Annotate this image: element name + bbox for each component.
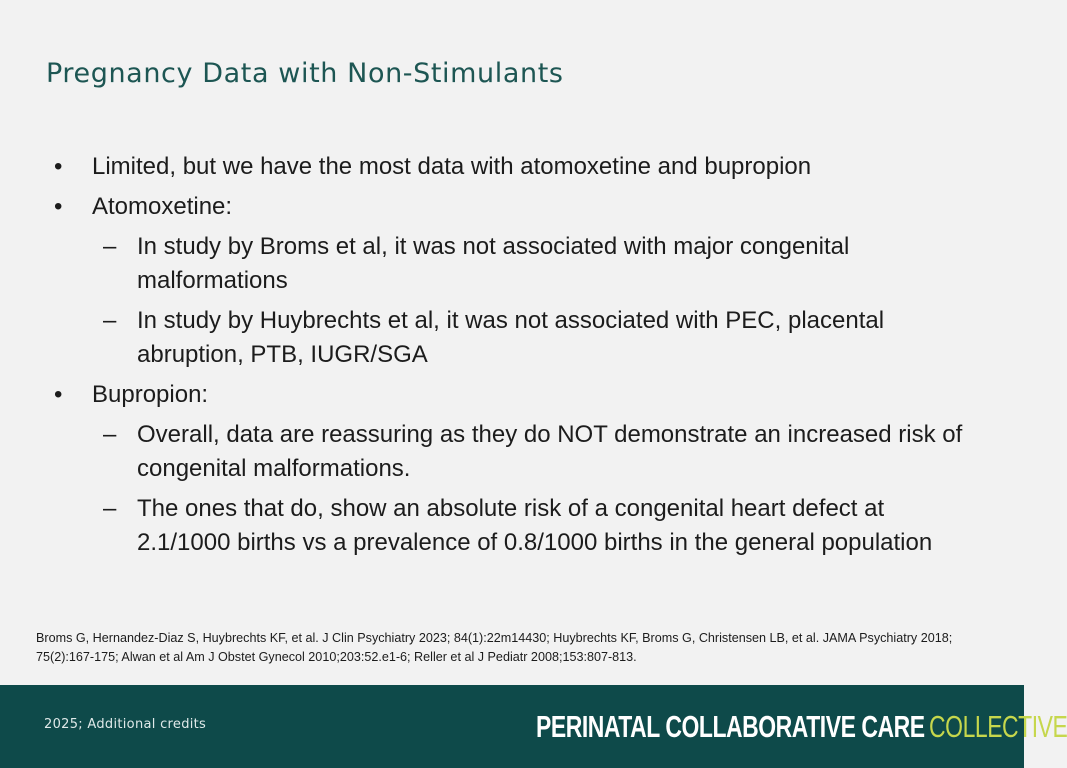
bullet-text: Bupropion:: [92, 381, 209, 408]
sub-bullet-item: [0, 492, 1024, 560]
sub-bullet-text: In study by Huybrechts et al, it was not associated with PEC, placental abruption, PTB, IUGR/SGA: [137, 307, 885, 368]
bullet-list: [0, 150, 1024, 560]
bullet-marker: •: [54, 153, 63, 180]
footer-credit: 2025; Additional credits: [44, 717, 207, 732]
sub-bullet-marker: –: [103, 233, 117, 260]
bullet-text: Limited, but we have the most data with atomoxetine and bupropion: [92, 153, 812, 180]
logo-main-text: PERINATAL COLLABORATIVE CARE: [536, 709, 925, 744]
footer-bar: [0, 685, 1067, 768]
sub-bullet-marker: –: [103, 495, 117, 522]
sub-bullet-item: [0, 418, 1024, 486]
references: Broms G, Hernandez-Diaz S, Huybrechts KF, et al. J Clin Psychiatry 2023; 84(1):22m14430; Huybrechts KF, Broms G, Christensen LB, et al. JAMA Psychiatry 2018; 75(2):167-175; Alwan et al Am J Obstet Gynecol 2010;203:52.e1-6; Reller et al J Pediatr 2008;153:807-813.: [36, 631, 953, 664]
bullet-marker: •: [54, 193, 63, 220]
sub-bullet-text: Overall, data are reassuring as they do NOT demonstrate an increased risk of congenital malformations.: [137, 421, 963, 482]
bullet-item: [0, 190, 1024, 224]
bullet-item: [0, 150, 1024, 184]
sub-bullet-text: In study by Broms et al, it was not associated with major congenital malformations: [137, 233, 850, 294]
organization-logo: [536, 707, 1067, 747]
slide-title: Pregnancy Data with Non-Stimulants: [46, 58, 564, 89]
sub-bullet-item: [0, 304, 1024, 372]
bullet-item: [0, 378, 1024, 412]
sub-bullet-text: The ones that do, show an absolute risk of a congenital heart defect at 2.1/1000 births vs a prevalence of 0.8/1000 births in the general population: [137, 495, 933, 556]
bullet-text: Atomoxetine:: [92, 193, 233, 220]
logo-accent-text: COLLECTIVE: [929, 709, 1067, 744]
sub-bullet-marker: –: [103, 421, 117, 448]
sub-bullet-marker: –: [103, 307, 117, 334]
sub-bullet-item: [0, 230, 1024, 298]
bullet-marker: •: [54, 381, 63, 408]
